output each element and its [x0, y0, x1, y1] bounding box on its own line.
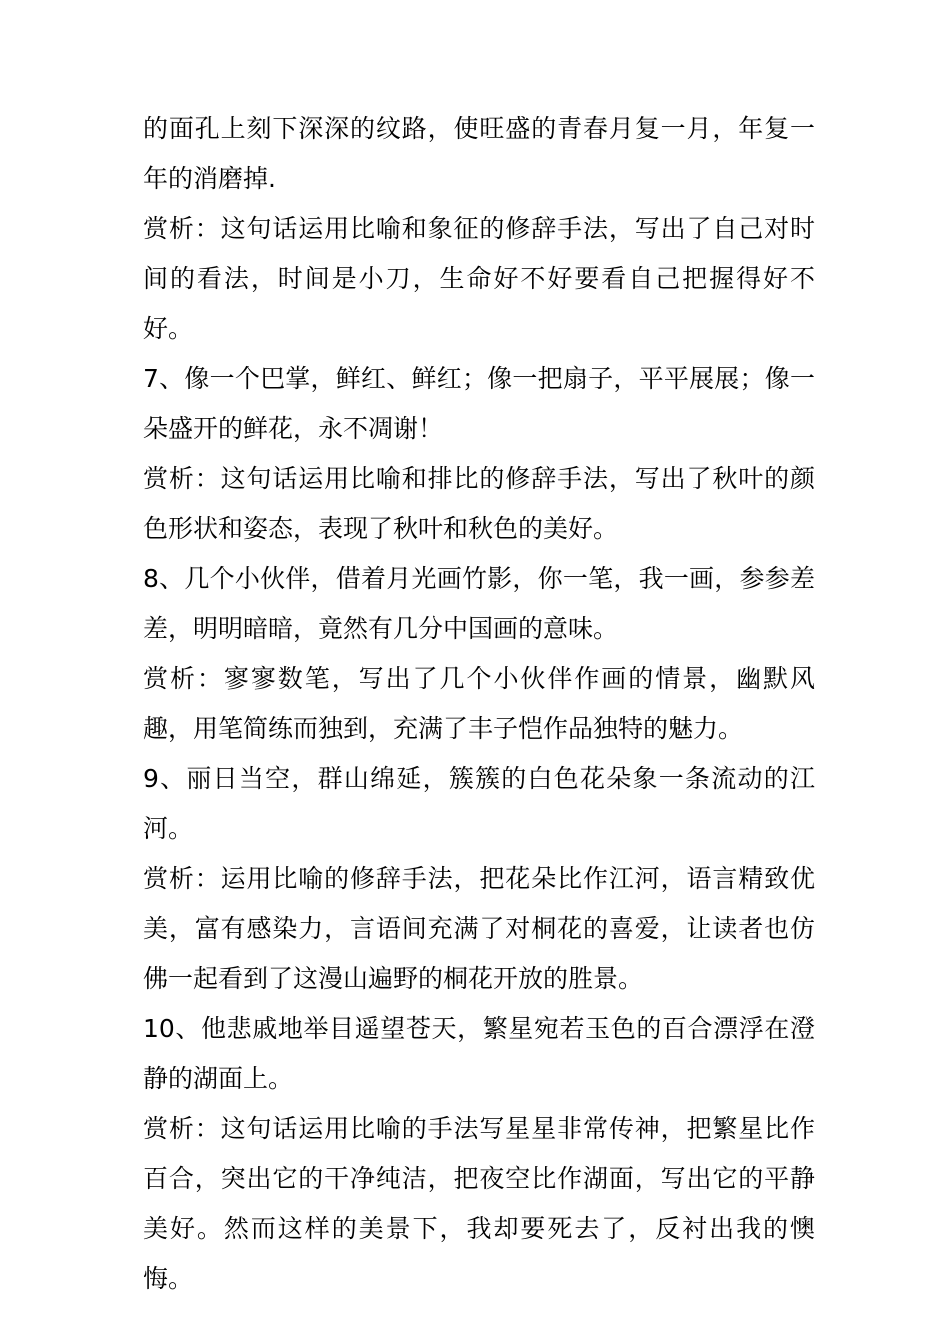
paragraph-sentence-9: 9、丽日当空，群山绵延，簇簇的白色花朵象一条流动的江河。: [143, 764, 815, 843]
document-body: [143, 104, 815, 1304]
paragraph-sentence-8: 8、几个小伙伴，借着月光画竹影，你一笔，我一画，参参差差，明明暗暗，竟然有几分中国画的意味。: [143, 564, 815, 643]
paragraph-sentence-7: 7、像一个巴掌，鲜红、鲜红；像一把扇子，平平展展；像一朵盛开的鲜花，永不凋谢！: [143, 364, 815, 443]
paragraph-analysis-6: 赏析：这句话运用比喻和象征的修辞手法，写出了自己对时间的看法，时间是小刀，生命好不好要看自己把握得好不好。: [143, 214, 815, 343]
paragraph-analysis-8: 赏析：寥寥数笔，写出了几个小伙伴作画的情景，幽默风趣，用笔简练而独到，充满了丰子恺作品独特的魅力。: [143, 664, 815, 743]
paragraph-sentence-10: 10、他悲戚地举目遥望苍天，繁星宛若玉色的百合漂浮在澄静的湖面上。: [143, 1014, 815, 1093]
paragraph-analysis-9: 赏析：运用比喻的修辞手法，把花朵比作江河，语言精致优美，富有感染力，言语间充满了对桐花的喜爱，让读者也仿佛一起看到了这漫山遍野的桐花开放的胜景。: [143, 864, 815, 993]
paragraph-analysis-10: 赏析：这句话运用比喻的手法写星星非常传神，把繁星比作百合，突出它的干净纯洁，把夜空比作湖面，写出它的平静美好。然而这样的美景下，我却要死去了，反衬出我的懊悔。: [143, 1114, 815, 1293]
paragraph-continuation: 的面孔上刻下深深的纹路，使旺盛的青春月复一月，年复一年的消磨掉.: [143, 114, 815, 193]
paragraph-analysis-7: 赏析：这句话运用比喻和排比的修辞手法，写出了秋叶的颜色形状和姿态，表现了秋叶和秋色的美好。: [143, 464, 815, 543]
